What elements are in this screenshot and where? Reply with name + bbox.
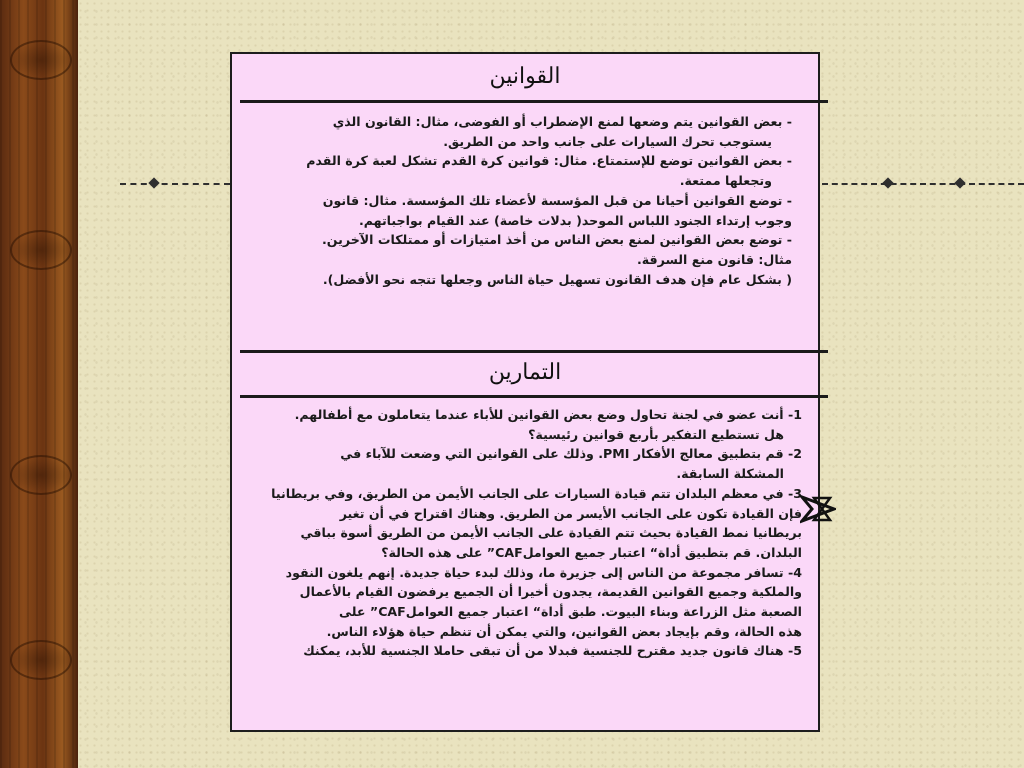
exercises-body xyxy=(240,405,802,661)
laws-line: مثال: قانون منع السرقة. xyxy=(636,251,792,267)
divider-top xyxy=(240,100,828,103)
laws-line: ( بشكل عام فإن هدف القانون تسهيل حياة الناس وجعلها تتجه نحو الأفضل). xyxy=(322,271,792,287)
exercise-line: البلدان. قم بتطبيق أداة“ اعتبار جميع العواملCAF” على هذه الحالة؟ xyxy=(381,544,802,560)
wood-knot xyxy=(10,455,72,495)
exercises-title: التمارين xyxy=(488,360,562,385)
star-outline-icon xyxy=(800,494,836,524)
laws-line: يستوجب تحرك السيارات على جانب واحد من الطريق. xyxy=(443,133,772,149)
laws-line: - توضع بعض القوانين لمنع بعض الناس من أخذ امتيازات أو ممتلكات الآخرين. xyxy=(322,232,792,248)
divider-middle xyxy=(240,350,828,353)
exercise-line: 2- قم بتطبيق معالج الأفكار PMI. وذلك على القوانين التي وضعت للآباء في xyxy=(340,446,802,462)
dashed-guide-right xyxy=(822,183,1024,189)
exercise-line: هل تستطيع التفكير بأربع قوانين رئيسية؟ xyxy=(528,426,784,442)
exercise-line: الصعبة مثل الزراعة وبناء البيوت. طبق أداة“ اعتبار جميع العواملCAF” على xyxy=(339,604,802,620)
dashed-guide-left xyxy=(120,183,230,189)
exercise-line: هذه الحالة، وقم بإيجاد بعض القوانين، والتي يمكن أن تنظم حياة هؤلاء الناس. xyxy=(326,623,802,639)
exercise-line: 1- أنت عضو في لجنة تحاول وضع بعض القوانين للأباء عندما يتعاملون مع أطفالهم. xyxy=(294,407,802,422)
laws-line: - توضع القوانين أحيانا من قبل المؤسسة لأعضاء تلك المؤسسة. مثال: قانون xyxy=(322,192,792,208)
divider-exercises xyxy=(240,395,828,398)
wood-border xyxy=(0,0,78,768)
wood-knot xyxy=(10,640,72,680)
exercise-line: بريطانيا نمط القيادة بحيث تتم القيادة على الجانب الأيمن من الطريق أسوة بباقي xyxy=(300,525,802,541)
laws-line: وتجعلها ممتعة. xyxy=(679,173,772,189)
wood-knot xyxy=(10,40,72,80)
wood-knot xyxy=(10,230,72,270)
laws-title: القوانين xyxy=(489,64,561,89)
laws-line: وجوب إرتداء الجنود اللباس الموحد( بدلات خاصة) عند القيام بواجباتهم. xyxy=(358,212,792,228)
laws-body xyxy=(262,112,792,289)
exercise-line: المشكلة السابقة. xyxy=(676,466,784,482)
exercise-line: والملكية وجميع القوانين القديمة، يجدون أخيرا أن الجميع يرفضون القيام بالأعمال xyxy=(299,584,802,600)
exercise-line: 4- تسافر مجموعة من الناس إلى جزيرة ما، وذلك لبدء حياة جديدة. إنهم يلغون النقود xyxy=(285,564,802,580)
content-card xyxy=(230,52,820,732)
exercise-line: 5- هناك قانون جديد مقترح للجنسية فبدلا من أن تبقى حاملا الجنسية للأبد، يمكنك xyxy=(303,643,802,659)
laws-line: - بعض القوانين يتم وضعها لمنع الإضطراب أو الفوضى، مثال: القانون الذي xyxy=(332,114,792,129)
exercise-line: 3- في معظم البلدان تتم قيادة السيارات على الجانب الأيمن من الطريق، وفي بريطانيا xyxy=(271,485,802,501)
exercise-line: فإن القيادة تكون على الجانب الأيسر من الطريق. وهناك اقتراح في أن تغير xyxy=(339,505,802,521)
laws-line: - بعض القوانين توضع للإستمتاع. مثال: قوانين كرة القدم تشكل لعبة كرة القدم xyxy=(306,153,792,169)
